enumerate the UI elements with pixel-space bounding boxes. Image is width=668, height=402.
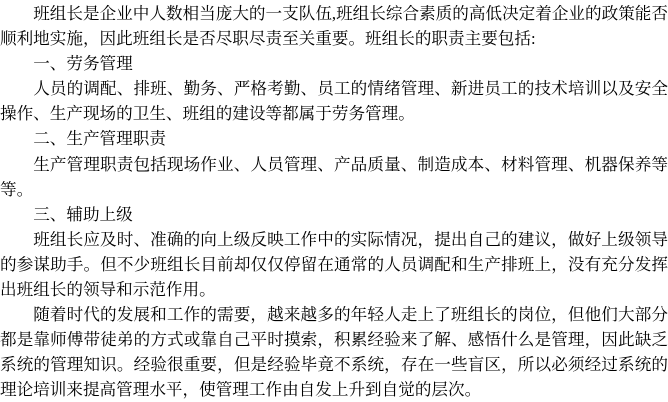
section-1-heading: 一、劳务管理: [33, 54, 133, 74]
section-1-body: 人员的调配、排班、勤务、严格考勤、员工的情绪管理、新进员工的技术培训以及安全操作、生产现场的卫生、班组的建设等都属于劳务管理。: [0, 79, 668, 124]
section-2-body: 生产管理职责包括现场作业、人员管理、产品质量、制造成本、材料管理、机器保养等等。: [0, 154, 668, 199]
intro-paragraph: 班组长是企业中人数相当庞大的一支队伍,班组长综合素质的高低决定着企业的政策能否顺利地实施，因此班组长是否尽职尽责至关重要。班组长的职责主要包括:: [0, 4, 668, 49]
section-3-heading: 三、辅助上级: [33, 204, 133, 224]
closing-paragraph: 随着时代的发展和工作的需要，越来越多的年轻人走上了班组长的岗位，但他们大部分都是靠师傅带徒弟的方式或靠自己平时摸索，积累经验来了解、感悟什么是管理，因此缺乏系统的管理知识。经验很重要，但是经验毕竟不系统，存在一些盲区，所以必须经过系统的理论培训来提高管理水平，使管理工作由自发上升到自觉的层次。: [0, 305, 668, 400]
section-2-heading: 二、生产管理职责: [33, 129, 166, 149]
section-3-body: 班组长应及时、准确的向上级反映工作中的实际情况，提出自己的建议，做好上级领导的参谋助手。但不少班组长目前却仅仅停留在通常的人员调配和生产排班上，没有充分发挥出班组长的领导和示范作用。: [0, 229, 668, 300]
